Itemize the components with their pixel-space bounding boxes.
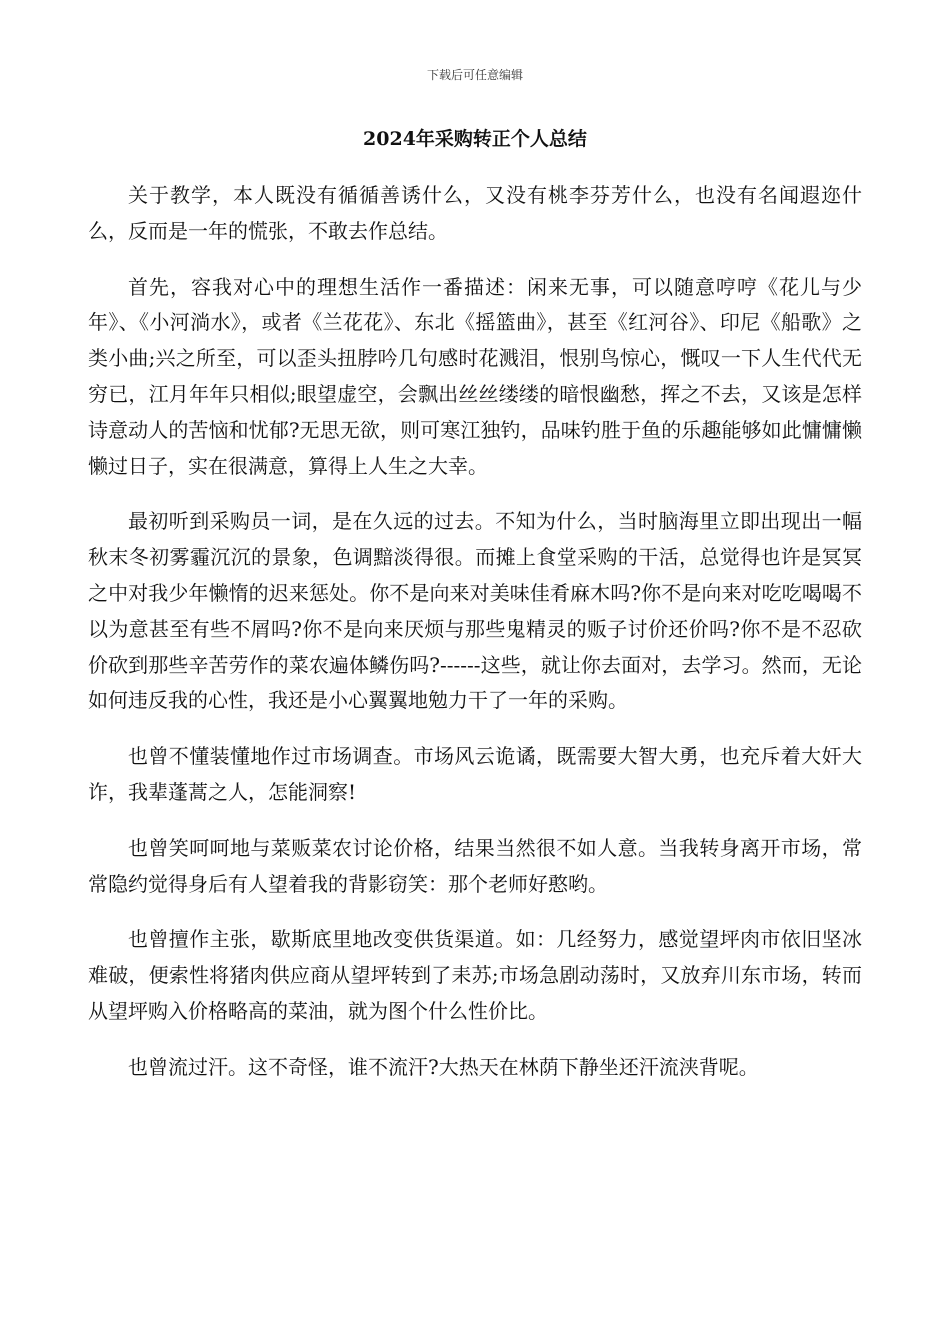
paragraph: 最初听到采购员一词，是在久远的过去。不知为什么，当时脑海里立即出现出一幅秋末冬初雾霾沉沉的景象，色调黯淡得很。而摊上食堂采购的干活，总觉得也许是冥冥之中对我少年懒惰的迟来惩处。你不是向来对美味佳肴麻木吗?你不是向来对吃吃喝喝不以为意甚至有些不屑吗?你不是向来厌烦与那些鬼精灵的贩子讨价还价吗?你不是不忍砍价砍到那些辛苦劳作的菜农遍体鳞伤吗?------这些，就让你去面对，去学习。然而，无论如何违反我的心性，我还是小心翼翼地勉力干了一年的采购。 [88,509,862,713]
paragraph: 也曾流过汗。这不奇怪，谁不流汗?大热天在林荫下静坐还汗流浃背呢。 [128,1054,759,1079]
paragraph: 首先，容我对心中的理想生活作一番描述：闲来无事，可以随意哼哼《花儿与少年》、《小河淌水》，或者《兰花花》、东北《摇篮曲》，甚至《红河谷》、印尼《船歌》之类小曲;兴之所至，可以歪头扭脖吟几句感时花溅泪，恨别鸟惊心，慨叹一下人生代代无穷已，江月年年只相似;眼望虚空，会飘出丝丝缕缕的暗恨幽愁，挥之不去，又该是怎样诗意动人的苦恼和忧郁?无思无欲，则可寒江独钓，品味钓胜于鱼的乐趣能够如此慵慵懒懒过日子，实在很满意，算得上人生之大幸。 [88,274,862,478]
paragraph: 也曾笑呵呵地与菜贩菜农讨论价格，结果当然很不如人意。当我转身离开市场，常常隐约觉得身后有人望着我的背影窃笑：那个老师好憨哟。 [88,835,862,896]
document-body [88,178,862,1106]
header-note: 下载后可任意编辑 [426,68,523,82]
document-title: 2024年采购转正个人总结 [363,128,587,150]
paragraph: 也曾擅作主张，歇斯底里地改变供货渠道。如：几经努力，感觉望坪肉市依旧坚冰难破，便索性将猪肉供应商从望坪转到了耒苏;市场急剧动荡时，又放弃川东市场，转而从望坪购入价格略高的菜油，就为图个什么性价比。 [88,927,862,1023]
paragraph: 关于教学，本人既没有循循善诱什么，又没有桃李芬芳什么，也没有名闻遐迩什么，反而是一年的慌张，不敢去作总结。 [88,183,862,243]
paragraph: 也曾不懂装懂地作过市场调查。市场风云诡谲，既需要大智大勇，也充斥着大奸大诈，我辈蓬蒿之人，怎能洞察! [88,744,862,804]
